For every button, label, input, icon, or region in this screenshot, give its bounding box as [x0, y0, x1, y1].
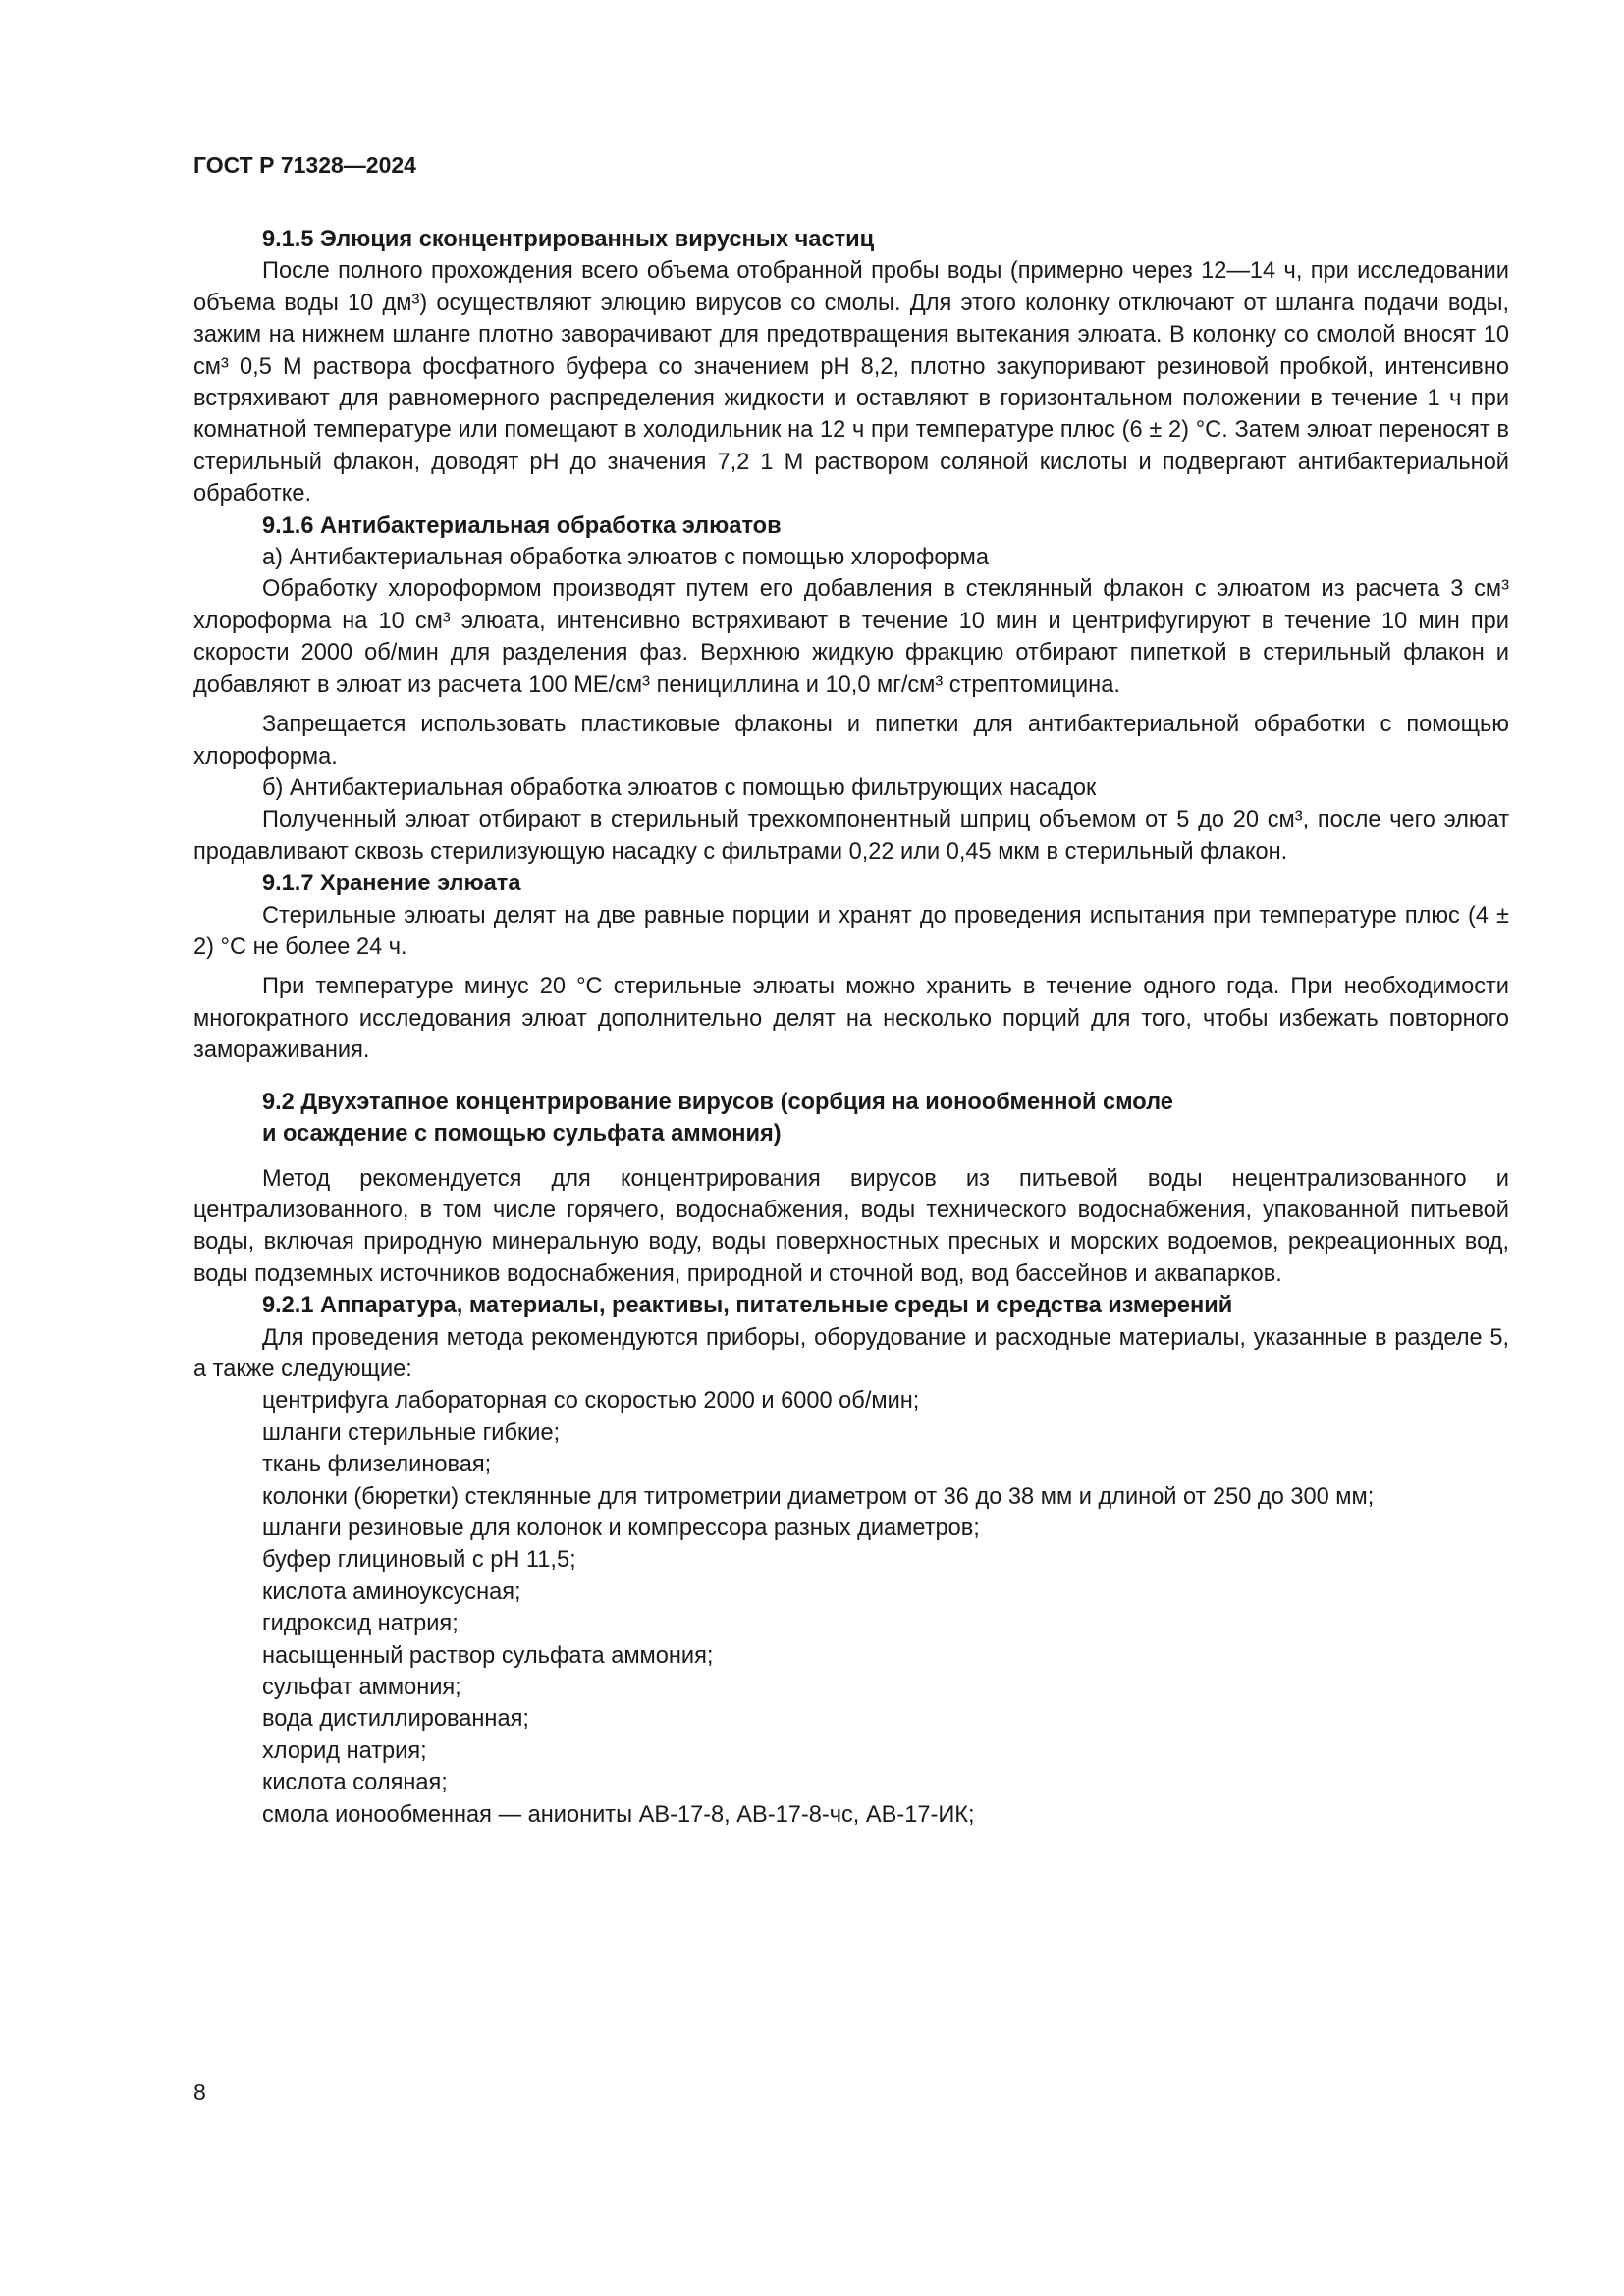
paragraph: Стерильные элюаты делят на две равные порции и хранят до проведения испытания при температуре плюс (4 ± 2) °С не более 24 ч.	[193, 902, 1509, 960]
list-item: насыщенный раствор сульфата аммония;	[262, 1642, 714, 1669]
section-9-2-title	[193, 1087, 1509, 1149]
section-9-2-title-line-2: и осаждение с помощью сульфата аммония)	[262, 1120, 782, 1147]
paragraph: При температуре минус 20 °С стерильные элюаты можно хранить в течение одного года. При необходимости многократного исследования элюат дополнительно делят на несколько порций для того, чтобы избежать повторного замораживания.	[193, 974, 1509, 1064]
list-item: кислота аминоуксусная;	[262, 1578, 521, 1605]
list-item: шланги стерильные гибкие;	[262, 1419, 561, 1446]
paragraph: Метод рекомендуется для концентрирования вирусов из питьевой воды нецентрализованного и централизованного, в том числе горячего, водоснабжения, воды технического водоснабжения, упакованной питьевой воды, включая природную минеральную воду, воды поверхностных пресных и морских водоемов, рекреационных вод, воды подземных источников водоснабжения, природной и сточной вод, вод бассейнов и аквапарков.	[193, 1165, 1509, 1287]
section-9-2-1-title: 9.2.1 Аппаратура, материалы, реактивы, питательные среды и средства измерений	[262, 1293, 1233, 1319]
list-item: колонки (бюретки) стеклянные для титрометрии диаметром от 36 до 38 мм и длиной от 250 до 300 мм;	[262, 1483, 1375, 1510]
list-item: центрифуга лабораторная со скоростью 2000 и 6000 об/мин;	[262, 1388, 920, 1415]
document-body	[193, 224, 1509, 1831]
list-item: хлорид натрия;	[262, 1737, 427, 1764]
list-item: гидроксид натрия;	[262, 1611, 459, 1637]
list-item: вода дистиллированная;	[262, 1706, 529, 1733]
paragraph: После полного прохождения всего объема отобранной пробы воды (примерно через 12—14 ч, при исследовании объема воды 10 дм³) осуществляют элюцию вирусов со смолы. Для этого колонку отключают от шланга подачи воды, зажим на нижнем шланге плотно заворачивают для предотвращения вытекания элюата. В колонку со смолой вносят 10 см³ 0,5 М раствора фосфатного буфера со значением pH 8,2, плотно закупоривают резиновой пробкой, интенсивно встряхивают для равномерного распределения жидкости и оставляют в горизонтальном положении в течение 1 ч при комнатной температуре или помещают в холодильник на 12 ч при температуре плюс (6 ± 2) °С. Затем элюат переносят в стерильный флакон, доводят pH до значения 7,2 1 М раствором соляной кислоты и подвергают антибактериальной обработке.	[193, 258, 1509, 507]
list-item: буфер глициновый с pH 11,5;	[262, 1547, 576, 1574]
subsection-a-title: а) Антибактериальная обработка элюатов с помощью хлороформа	[262, 545, 989, 571]
paragraph: Обработку хлороформом производят путем его добавления в стеклянный флакон с элюатом из расчета 3 см³ хлороформа на 10 см³ элюата, интенсивно встряхивают в течение 10 мин и центрифугируют в течение 10 мин при скорости 2000 об/мин для разделения фаз. Верхнюю жидкую фракцию отбирают пипеткой в стерильный флакон и добавляют в элюат из расчета 100 МЕ/см³ пенициллина и 10,0 мг/см³ стрептомицина.	[193, 576, 1509, 698]
section-9-1-6-title: 9.1.6 Антибактериальная обработка элюатов	[262, 512, 782, 539]
section-9-1-7-title: 9.1.7 Хранение элюата	[262, 871, 521, 897]
list-item: шланги резиновые для колонок и компрессора разных диаметров;	[262, 1516, 980, 1542]
list-item: ткань флизелиновая;	[262, 1452, 492, 1478]
page-number: 8	[193, 2079, 206, 2105]
subsection-b-title: б) Антибактериальная обработка элюатов с помощью фильтрующих насадок	[262, 774, 1097, 801]
section-9-2-title-line-1: 9.2 Двухэтапное концентрирование вирусов (сорбция на ионообменной смоле	[262, 1089, 1173, 1115]
paragraph: Для проведения метода рекомендуются приборы, оборудование и расходные материалы, указанные в разделе 5, а также следующие:	[193, 1324, 1509, 1382]
list-item: смола ионообменная — аниониты АВ-17-8, АВ-17-8-чс, АВ-17-ИК;	[262, 1801, 975, 1828]
paragraph: Запрещается использовать пластиковые флаконы и пипетки для антибактериальной обработки с помощью хлороформа.	[193, 712, 1509, 770]
paragraph: Полученный элюат отбирают в стерильный трехкомпонентный шприц объемом от 5 до 20 см³, после чего элюат продавливают сквозь стерилизующую насадку с фильтрами 0,22 или 0,45 мкм в стерильный флакон.	[193, 807, 1509, 865]
list-item: кислота соляная;	[262, 1770, 448, 1796]
document-header: ГОСТ Р 71328—2024	[193, 152, 416, 178]
list-item: сульфат аммония;	[262, 1675, 461, 1701]
section-9-1-5-title: 9.1.5 Элюция сконцентрированных вирусных частиц	[262, 227, 875, 252]
